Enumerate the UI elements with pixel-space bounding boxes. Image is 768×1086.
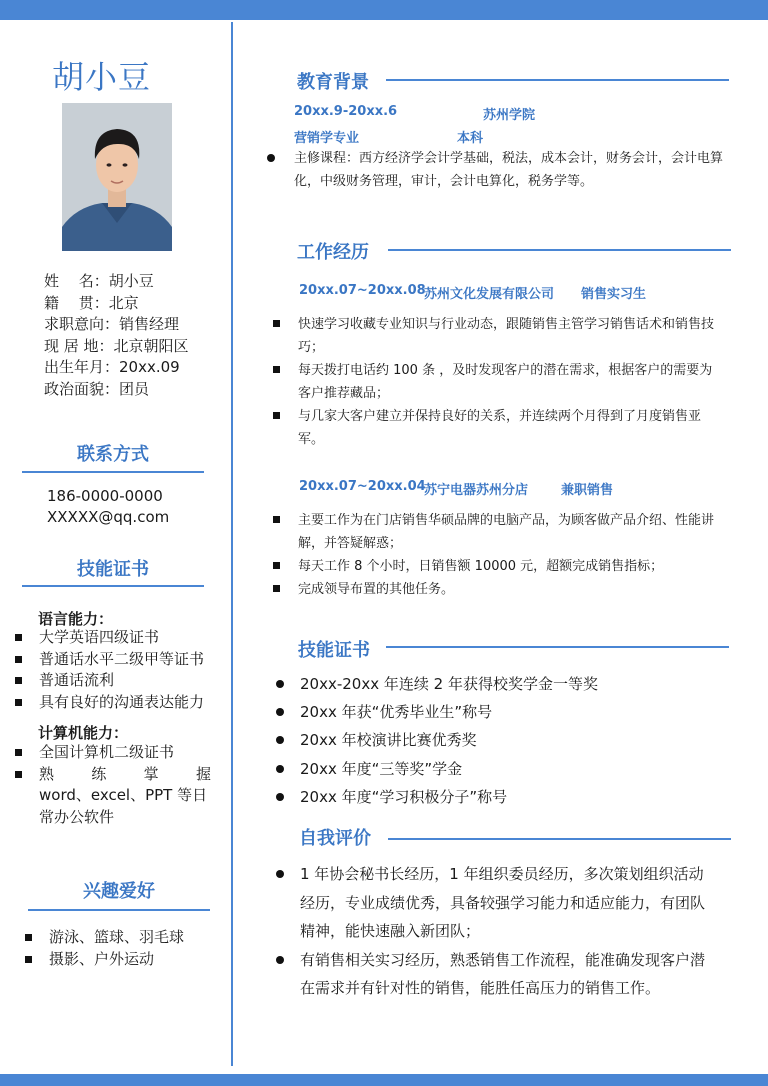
candidate-name: 胡小豆 (52, 58, 152, 96)
contact-underline (22, 471, 204, 473)
info-objective: 求职意向：销售经理 (44, 315, 180, 333)
list-item: 主要工作为在门店销售华硕品牌的电脑产品，为顾客做产品介绍、性能讲解，并答疑解惑； (298, 509, 724, 555)
justified-line (39, 764, 211, 786)
list-item: 普通话水平二级甲等证书 (14, 649, 204, 671)
job-1-role: 销售实习生 (581, 287, 647, 302)
list-item: 每天拨打电话约 100 条 ，及时发现客户的潜在需求，根据客户的需要为客户推荐藏品； (298, 359, 724, 405)
info-hometown: 籍 贯：北京 (44, 293, 139, 312)
info-birth: 出生年月：20xx.09 (44, 358, 180, 376)
list-item: 摄影、户外运动 (24, 949, 184, 971)
bottom-accent-bar (0, 1074, 768, 1086)
contact-info (47, 486, 169, 528)
education-details (294, 147, 724, 193)
portrait-image (62, 103, 172, 251)
awards-line (386, 646, 729, 648)
education-school: 苏州学院 (483, 108, 536, 123)
awards-list (300, 670, 598, 811)
language-list (14, 627, 204, 713)
awards-title: 技能证书 (298, 640, 370, 661)
language-heading: 语言能力： (38, 610, 114, 628)
hobbies-title: 兴趣爱好 (83, 881, 155, 902)
hobbies-list (24, 927, 184, 970)
work-line (388, 249, 731, 251)
hobbies-underline (28, 909, 210, 911)
phone-number: 186-0000-0000 (47, 487, 163, 505)
list-item: 1 年协会秘书长经历，1 年组织委员经历，多次策划组织活动经历，专业成绩优秀，具备较强学习能力和适应能力，有团队精神，能快速融入新团队； (300, 860, 716, 946)
list-item: 大学英语四级证书 (14, 627, 204, 649)
job-1-duties (298, 313, 724, 451)
side-skills-underline (22, 585, 204, 587)
list-item: 20xx 年获“优秀毕业生”称号 (300, 698, 598, 726)
self-eval-line (388, 838, 731, 840)
info-name: 姓 名：胡小豆 (44, 272, 154, 290)
word: 掌 (143, 764, 159, 783)
education-major: 营销学专业 (294, 131, 360, 146)
computer-heading: 计算机能力： (38, 724, 129, 742)
education-degree: 本科 (457, 131, 484, 146)
email-address: XXXXX@qq.com (47, 508, 170, 526)
basic-info (44, 271, 189, 400)
self-eval-list (300, 860, 716, 1003)
list-item (14, 764, 211, 829)
list-item: 与几家大客户建立并保持良好的关系，并连续两个月得到了月度销售亚军。 (298, 405, 724, 451)
word: 练 (91, 764, 107, 783)
word: 握 (195, 764, 211, 783)
job-2-period: 20xx.07~20xx.04 (299, 479, 426, 494)
list-item: 20xx-20xx 年连续 2 年获得校奖学金一等奖 (300, 670, 598, 698)
list-item: 每天工作 8 个小时，日销售额 10000 元，超额完成销售指标； (298, 555, 724, 578)
job-2-role: 兼职销售 (561, 483, 614, 498)
info-political: 政治面貌：团员 (44, 379, 150, 398)
list-item: 具有良好的沟通表达能力 (14, 692, 204, 714)
list-item: 快速学习收藏专业知识与行业动态，跟随销售主管学习销售话术和销售技巧； (298, 313, 724, 359)
list-item: 有销售相关实习经历，熟悉销售工作流程，能准确发现客户潜在需求并有针对性的销售，能胜任高压力的销售工作。 (300, 946, 716, 1003)
wrapped-line: 常办公软件 (39, 807, 115, 826)
work-title: 工作经历 (297, 242, 369, 263)
list-item: 完成领导布置的其他任务。 (298, 578, 724, 601)
education-title: 教育背景 (297, 72, 369, 93)
job-2-duties (298, 509, 724, 601)
side-skills-title: 技能证书 (77, 559, 149, 580)
education-line (386, 79, 729, 81)
word: 熟 (39, 764, 55, 783)
list-item: 全国计算机二级证书 (14, 742, 211, 764)
list-item: 20xx 年度“学习积极分子”称号 (300, 783, 598, 811)
column-divider (231, 22, 233, 1066)
info-residence: 现 居 地：北京朝阳区 (44, 336, 189, 355)
self-eval-title: 自我评价 (299, 828, 371, 849)
contact-title: 联系方式 (77, 444, 149, 465)
list-item: 20xx 年度“三等奖”学金 (300, 755, 598, 783)
education-period: 20xx.9-20xx.6 (294, 104, 398, 119)
job-1-company: 苏州文化发展有限公司 (424, 287, 555, 302)
wrapped-line: word、excel、PPT 等日 (39, 786, 208, 804)
list-item: 游泳、篮球、羽毛球 (24, 927, 184, 949)
course-list: 主修课程：西方经济学会计学基础，税法，成本会计，财务会计，会计电算化，中级财务管理，审计，会计电算化，税务学等。 (294, 147, 724, 193)
list-item: 20xx 年校演讲比赛优秀奖 (300, 726, 598, 754)
list-item: 普通话流利 (14, 670, 204, 692)
profile-photo (62, 103, 172, 251)
top-accent-bar (0, 0, 768, 20)
computer-list (14, 742, 211, 828)
job-1-period: 20xx.07~20xx.08 (299, 283, 426, 298)
job-2-company: 苏宁电器苏州分店 (424, 483, 529, 498)
